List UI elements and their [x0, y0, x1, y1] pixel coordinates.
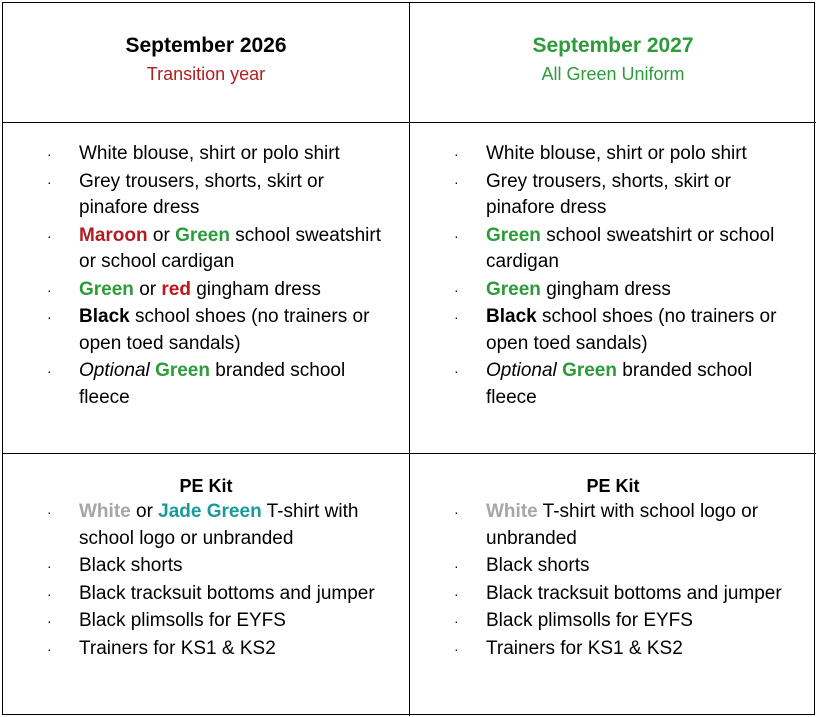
list-item: · Trainers for KS1 & KS2	[3, 636, 409, 663]
list-item: · White T-shirt with school logo or unbranded	[454, 501, 759, 549]
bullet-icon: ·	[47, 146, 52, 162]
list-item: · Black school shoes (no trainers or open toed sandals)	[454, 306, 777, 354]
list-item: · Black school shoes (no trainers or open toed sandals)	[47, 306, 370, 354]
uniform-list-2027	[410, 141, 816, 411]
colour-word-maroon: Maroon	[79, 224, 148, 246]
list-item: · Grey trousers, shorts, skirt or pinafore dress	[454, 170, 731, 218]
bullet-icon: ·	[47, 227, 52, 244]
list-item: · Black shorts	[410, 553, 816, 580]
bullet-icon: ·	[47, 613, 52, 629]
colour-word-green: Green	[562, 360, 617, 381]
header-cell-2027	[410, 3, 816, 123]
list-item: · Black tracksuit bottoms and jumper	[410, 581, 816, 608]
list-item: · Optional Green branded school fleece	[47, 360, 346, 408]
colour-word-white: White	[486, 501, 538, 522]
optional-label: Optional	[79, 360, 150, 381]
bullet-icon: ·	[454, 585, 459, 602]
list-item: · White or Jade Green T-shirt with school logo or unbranded	[47, 501, 359, 549]
bullet-icon: ·	[454, 504, 459, 520]
bullet-icon: ·	[47, 281, 52, 298]
bullet-icon: ·	[454, 363, 459, 379]
column-subtitle-2026: Transition year	[146, 64, 266, 84]
list-item: · Green or red gingham dress	[3, 277, 409, 304]
pe-kit-list-2026	[3, 499, 409, 662]
bullet-icon: ·	[47, 504, 52, 520]
list-item: · Black shorts	[3, 553, 409, 580]
list-item: · Black plimsolls for EYFS	[3, 608, 409, 635]
colour-word-green: Green	[486, 278, 541, 300]
bullet-icon: ·	[47, 309, 52, 325]
list-item: · White blouse, shirt or polo shirt	[3, 141, 409, 168]
bullet-icon: ·	[454, 640, 459, 657]
bullet-icon: ·	[454, 173, 459, 190]
bullet-icon: ·	[47, 585, 52, 602]
column-title-2027: September 2027	[532, 34, 694, 57]
colour-word-green: Green	[486, 224, 541, 246]
colour-word-jade-green: Jade Green	[158, 501, 262, 522]
pe-kit-list-2027	[410, 499, 816, 662]
bullet-icon: ·	[47, 558, 52, 574]
list-item: · Green school sweatshirt or school cardigan	[454, 224, 775, 272]
pe-kit-title-2026: PE Kit	[179, 476, 233, 496]
bullet-icon: ·	[47, 363, 52, 379]
colour-word-green: Green	[155, 360, 210, 381]
uniform-cell-2027	[410, 123, 816, 454]
column-title-2026: September 2026	[125, 34, 287, 57]
list-item: · Maroon or Green school sweatshirt or school cardigan	[47, 224, 381, 272]
list-item: · Black tracksuit bottoms and jumper	[3, 581, 409, 608]
list-item: · White blouse, shirt or polo shirt	[410, 141, 816, 168]
bullet-icon: ·	[454, 613, 459, 629]
uniform-list-2026	[3, 141, 409, 411]
pe-kit-cell-2027	[410, 454, 816, 716]
colour-word-black: Black	[486, 306, 537, 327]
list-item: · Trainers for KS1 & KS2	[410, 636, 816, 663]
uniform-cell-2026	[3, 123, 410, 454]
colour-word-white: White	[79, 501, 131, 522]
list-item: · Grey trousers, shorts, skirt or pinafore dress	[47, 170, 324, 218]
bullet-icon: ·	[454, 281, 459, 298]
bullet-icon: ·	[454, 146, 459, 162]
bullet-icon: ·	[454, 227, 459, 244]
bullet-icon: ·	[47, 173, 52, 190]
list-item: · Optional Green branded school fleece	[454, 360, 753, 408]
pe-kit-cell-2026	[3, 454, 410, 716]
colour-word-green: Green	[79, 278, 134, 300]
bullet-icon: ·	[454, 558, 459, 574]
list-item: · Green gingham dress	[410, 277, 816, 304]
bullet-icon: ·	[47, 640, 52, 657]
colour-word-green: Green	[175, 224, 230, 246]
pe-kit-title-2027: PE Kit	[586, 476, 640, 496]
colour-word-black: Black	[79, 306, 130, 327]
bullet-icon: ·	[454, 309, 459, 325]
header-cell-2026	[3, 3, 410, 123]
uniform-table	[2, 2, 815, 715]
optional-label: Optional	[486, 360, 557, 381]
list-item: · Black plimsolls for EYFS	[410, 608, 816, 635]
colour-word-red: red	[161, 278, 191, 300]
column-subtitle-2027: All Green Uniform	[541, 64, 685, 84]
